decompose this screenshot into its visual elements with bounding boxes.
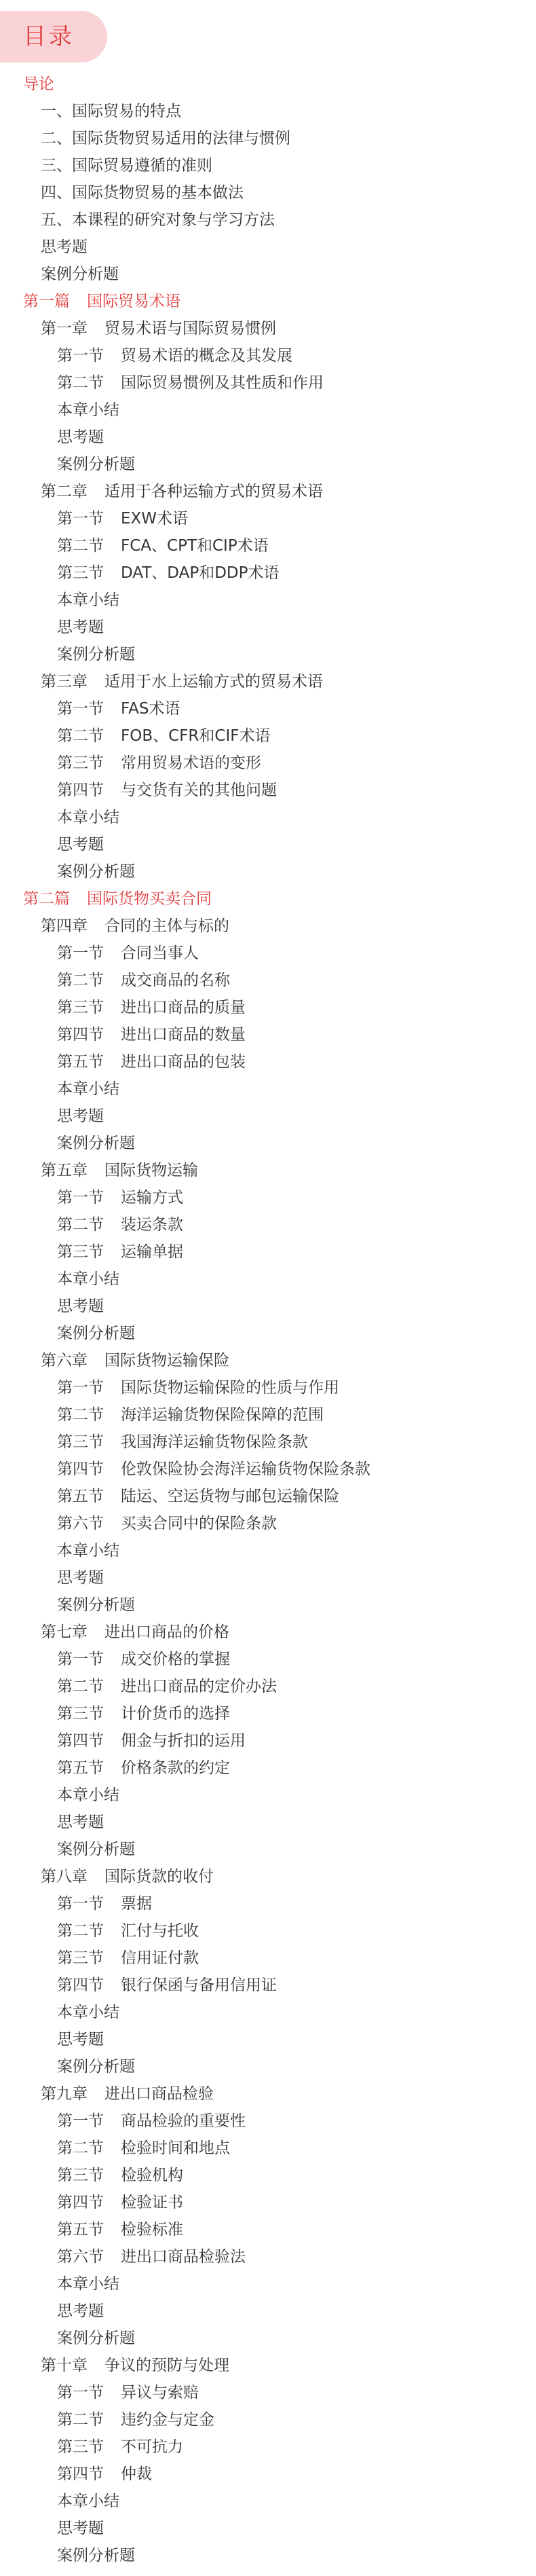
toc-item-section[interactable] bbox=[0, 994, 536, 1021]
toc-item-section[interactable] bbox=[0, 1727, 536, 1754]
toc-item-number: 第五节 bbox=[57, 1759, 104, 1777]
toc-item-label: 思考题 bbox=[57, 1298, 104, 1315]
toc-item-label: 检验机构 bbox=[121, 2167, 183, 2184]
toc-item-number: 第三节 bbox=[57, 1433, 104, 1451]
toc-item-label: 检验标准 bbox=[121, 2221, 183, 2239]
toc-item-part[interactable] bbox=[0, 71, 536, 98]
toc-item-number: 第五节 bbox=[57, 2221, 104, 2239]
toc-item-label: 进出口商品的质量 bbox=[121, 999, 246, 1016]
toc-item-section[interactable] bbox=[0, 1021, 536, 1048]
toc-item-section[interactable] bbox=[0, 2461, 536, 2488]
toc-item-label: 合同当事人 bbox=[121, 944, 199, 962]
toc-item-section[interactable] bbox=[0, 1809, 536, 1836]
toc-item-chapter[interactable] bbox=[0, 261, 536, 288]
toc-item-section[interactable] bbox=[0, 451, 536, 478]
toc-item-number: 第三节 bbox=[57, 1705, 104, 1723]
toc-item-label: 本章小结 bbox=[57, 2492, 119, 2510]
toc-item-label: 二、国际货物贸易适用的法律与惯例 bbox=[41, 130, 290, 147]
toc-item-label: 进出口商品的定价办法 bbox=[121, 1678, 277, 1695]
toc-item-number: 第四节 bbox=[57, 1976, 104, 1994]
toc-item-section[interactable] bbox=[0, 1103, 536, 1130]
toc-item-section[interactable] bbox=[0, 1401, 536, 1429]
toc-item-label: 思考题 bbox=[41, 238, 88, 256]
toc-item-section[interactable] bbox=[0, 397, 536, 424]
toc-item-section[interactable] bbox=[0, 1700, 536, 1727]
toc-item-label: 国际货物运输保险的性质与作用 bbox=[121, 1379, 339, 1397]
toc-item-section[interactable] bbox=[0, 1917, 536, 1945]
toc-item-label: 运输方式 bbox=[121, 1189, 183, 1207]
toc-item-number: 第一节 bbox=[57, 1651, 104, 1668]
toc-item-label: 佣金与折扣的运用 bbox=[121, 1732, 246, 1750]
toc-item-number: 第三节 bbox=[57, 754, 104, 772]
toc-item-number: 第二节 bbox=[57, 972, 104, 989]
toc-item-label: 思考题 bbox=[57, 1107, 104, 1125]
toc-item-section[interactable] bbox=[0, 1754, 536, 1782]
toc-title-banner bbox=[0, 11, 107, 62]
toc-item-section[interactable] bbox=[0, 967, 536, 994]
toc-item-number: 第三节 bbox=[57, 564, 104, 582]
toc-item-label: 案例分析题 bbox=[57, 1135, 135, 1152]
toc-item-label: 一、国际贸易的特点 bbox=[41, 103, 181, 120]
toc-item-section[interactable] bbox=[0, 1211, 536, 1238]
toc-item-section[interactable] bbox=[0, 750, 536, 777]
toc-item-label: 成交商品的名称 bbox=[121, 972, 230, 989]
toc-item-number: 第二章 bbox=[41, 483, 88, 500]
toc-item-label: FOB、CFR和CIF术语 bbox=[121, 727, 271, 745]
toc-item-section[interactable] bbox=[0, 1972, 536, 1999]
toc-item-label: 本章小结 bbox=[57, 1080, 119, 1098]
toc-item-label: 买卖合同中的保险条款 bbox=[121, 1515, 277, 1532]
toc-item-number: 第二篇 bbox=[23, 890, 70, 908]
toc-item-label: DAT、DAP和DDP术语 bbox=[121, 564, 280, 582]
toc-item-label: 思考题 bbox=[57, 2031, 104, 2048]
toc-item-section[interactable] bbox=[0, 858, 536, 885]
toc-item-section[interactable] bbox=[0, 2026, 536, 2053]
toc-item-label: 进出口商品的价格 bbox=[104, 1623, 229, 1641]
toc-item-number: 第四章 bbox=[41, 917, 88, 935]
toc-item-number: 第二节 bbox=[57, 374, 104, 392]
toc-item-number: 第三章 bbox=[41, 673, 88, 691]
toc-item-label: 案例分析题 bbox=[57, 863, 135, 881]
toc-item-section[interactable] bbox=[0, 722, 536, 750]
toc-item-label: 国际货物买卖合同 bbox=[87, 890, 212, 908]
toc-item-label: 合同的主体与标的 bbox=[104, 917, 229, 935]
toc-item-section[interactable] bbox=[0, 1945, 536, 1972]
toc-item-label: 贸易术语的概念及其发展 bbox=[121, 347, 292, 365]
toc-item-section[interactable] bbox=[0, 587, 536, 614]
toc-item-number: 第一节 bbox=[57, 510, 104, 528]
toc-item-section[interactable] bbox=[0, 2542, 536, 2569]
toc-item-section[interactable] bbox=[0, 2433, 536, 2461]
toc-item-number: 第二节 bbox=[57, 2139, 104, 2157]
toc-item-number: 第二节 bbox=[57, 2411, 104, 2429]
toc-item-label: 思考题 bbox=[57, 619, 104, 636]
toc-item-label: EXW术语 bbox=[121, 510, 189, 528]
toc-item-number: 第三节 bbox=[57, 2167, 104, 2184]
toc-item-number: 第二节 bbox=[57, 1216, 104, 1234]
toc-item-section[interactable] bbox=[0, 1483, 536, 1510]
toc-item-label: 思考题 bbox=[57, 2302, 104, 2320]
toc-item-section[interactable] bbox=[0, 1646, 536, 1673]
toc-item-label: 我国海洋运输货物保险条款 bbox=[121, 1433, 308, 1451]
toc-item-section[interactable] bbox=[0, 614, 536, 641]
toc-item-label: 检验证书 bbox=[121, 2194, 183, 2211]
toc-item-number: 第一节 bbox=[57, 347, 104, 365]
toc-item-section[interactable] bbox=[0, 532, 536, 559]
toc-item-chapter[interactable] bbox=[0, 668, 536, 695]
toc-item-label: 国际货款的收付 bbox=[104, 1868, 214, 1885]
toc-item-number: 第十章 bbox=[41, 2357, 88, 2374]
toc-item-number: 第一节 bbox=[57, 2112, 104, 2130]
toc-item-label: 陆运、空运货物与邮包运输保险 bbox=[121, 1488, 339, 1505]
toc-item-label: 争议的预防与处理 bbox=[104, 2357, 229, 2374]
toc-item-label: 五、本课程的研究对象与学习方法 bbox=[41, 211, 275, 229]
toc-item-label: 商品检验的重要性 bbox=[121, 2112, 246, 2130]
toc-item-label: 案例分析题 bbox=[57, 2058, 135, 2076]
toc-item-chapter[interactable] bbox=[0, 1619, 536, 1646]
toc-item-number: 第一节 bbox=[57, 1189, 104, 1207]
toc-item-number: 第三节 bbox=[57, 999, 104, 1016]
toc-item-section[interactable] bbox=[0, 1130, 536, 1157]
toc-item-number: 第一节 bbox=[57, 944, 104, 962]
toc-item-number: 第四节 bbox=[57, 1732, 104, 1750]
toc-item-section[interactable] bbox=[0, 1673, 536, 1700]
toc-item-label: 本章小结 bbox=[57, 1270, 119, 1288]
toc-item-number: 第五节 bbox=[57, 1053, 104, 1071]
toc-item-number: 第三节 bbox=[57, 2438, 104, 2456]
toc-item-label: 本章小结 bbox=[57, 2275, 119, 2293]
toc-item-section[interactable] bbox=[0, 2189, 536, 2216]
toc-item-section[interactable] bbox=[0, 1456, 536, 1483]
toc-item-label: 与交货有关的其他问题 bbox=[121, 781, 277, 799]
toc-item-section[interactable] bbox=[0, 424, 536, 451]
toc-item-section[interactable] bbox=[0, 1374, 536, 1401]
toc-item-number: 第四节 bbox=[57, 1460, 104, 1478]
toc-item-section[interactable] bbox=[0, 1782, 536, 1809]
toc-item-number: 第六章 bbox=[41, 1352, 88, 1369]
toc-item-chapter[interactable] bbox=[0, 1347, 536, 1374]
toc-item-label: 本章小结 bbox=[57, 591, 119, 609]
toc-item-number: 第八章 bbox=[41, 1868, 88, 1885]
toc-item-section[interactable] bbox=[0, 1238, 536, 1266]
toc-item-number: 第二节 bbox=[57, 1922, 104, 1940]
toc-item-label: 进出口商品的包装 bbox=[121, 1053, 246, 1071]
toc-item-section[interactable] bbox=[0, 1510, 536, 1537]
toc-item-number: 第一节 bbox=[57, 1895, 104, 1913]
toc-item-label: 检验时间和地点 bbox=[121, 2139, 230, 2157]
toc-item-label: 国际贸易惯例及其性质和作用 bbox=[121, 374, 324, 392]
toc-item-label: 海洋运输货物保险保障的范围 bbox=[121, 1406, 324, 1424]
toc-item-section[interactable] bbox=[0, 1890, 536, 1917]
toc-item-number: 第六节 bbox=[57, 2248, 104, 2266]
toc-item-section[interactable] bbox=[0, 342, 536, 369]
toc-item-section[interactable] bbox=[0, 1564, 536, 1591]
toc-item-label: 异议与索赔 bbox=[121, 2384, 199, 2402]
toc-item-label: 三、国际贸易遵循的准则 bbox=[41, 157, 212, 174]
toc-item-chapter[interactable] bbox=[0, 478, 536, 505]
toc-item-label: 票据 bbox=[121, 1895, 152, 1913]
toc-item-chapter[interactable] bbox=[0, 2080, 536, 2108]
toc-item-section[interactable] bbox=[0, 2216, 536, 2243]
toc-item-label: 案例分析题 bbox=[57, 1596, 135, 1614]
toc-item-label: 案例分析题 bbox=[57, 1325, 135, 1342]
toc-item-label: 信用证付款 bbox=[121, 1949, 199, 1967]
toc-item-number: 第七章 bbox=[41, 1623, 88, 1641]
toc-item-label: FAS术语 bbox=[121, 700, 180, 718]
toc-item-label: 思考题 bbox=[57, 836, 104, 853]
toc-item-number: 第三节 bbox=[57, 1949, 104, 1967]
toc-item-label: 国际贸易术语 bbox=[87, 293, 180, 310]
toc-item-section[interactable] bbox=[0, 2162, 536, 2189]
toc-item-chapter[interactable] bbox=[0, 152, 536, 179]
toc-item-chapter[interactable] bbox=[0, 179, 536, 206]
toc-item-section[interactable] bbox=[0, 940, 536, 967]
toc-item-label: 本章小结 bbox=[57, 1542, 119, 1560]
toc-item-number: 第一篇 bbox=[23, 293, 70, 310]
toc-item-label: 成交价格的掌握 bbox=[121, 1651, 230, 1668]
toc-item-label: 违约金与定金 bbox=[121, 2411, 214, 2429]
toc-item-label: 仲裁 bbox=[121, 2465, 152, 2483]
toc-item-label: 运输单据 bbox=[121, 1243, 183, 1261]
toc-item-label: 思考题 bbox=[57, 1569, 104, 1587]
toc-item-section[interactable] bbox=[0, 831, 536, 858]
toc-item-number: 第一节 bbox=[57, 1379, 104, 1397]
toc-item-label: 国际货物运输保险 bbox=[104, 1352, 229, 1369]
toc-item-label: 思考题 bbox=[57, 2520, 104, 2537]
toc-item-label: 案例分析题 bbox=[57, 2547, 135, 2564]
toc-item-label: 案例分析题 bbox=[57, 2330, 135, 2347]
toc-item-chapter[interactable] bbox=[0, 98, 536, 125]
toc-item-section[interactable] bbox=[0, 1266, 536, 1293]
toc-item-chapter[interactable] bbox=[0, 1157, 536, 1184]
toc-item-chapter[interactable] bbox=[0, 234, 536, 261]
toc-item-label: 伦敦保险协会海洋运输货物保险条款 bbox=[121, 1460, 370, 1478]
toc-item-label: 本章小结 bbox=[57, 2004, 119, 2021]
toc-item-number: 第六节 bbox=[57, 1515, 104, 1532]
toc-item-label: 价格条款的约定 bbox=[121, 1759, 230, 1777]
toc-item-label: 银行保函与备用信用证 bbox=[121, 1976, 277, 1994]
toc-item-section[interactable] bbox=[0, 2325, 536, 2352]
toc-item-label: 案例分析题 bbox=[57, 456, 135, 473]
toc-item-chapter[interactable] bbox=[0, 125, 536, 152]
toc-item-section[interactable] bbox=[0, 1429, 536, 1456]
toc-item-label: 装运条款 bbox=[121, 1216, 183, 1234]
toc-item-section[interactable] bbox=[0, 1048, 536, 1075]
toc-item-label: 四、国际货物贸易的基本做法 bbox=[41, 184, 244, 202]
toc-item-label: 常用贸易术语的变形 bbox=[121, 754, 261, 772]
toc-item-part[interactable] bbox=[0, 288, 536, 315]
toc-item-section[interactable] bbox=[0, 695, 536, 722]
toc-item-section[interactable] bbox=[0, 2488, 536, 2515]
toc-item-number: 第二节 bbox=[57, 1678, 104, 1695]
toc-item-label: 适用于各种运输方式的贸易术语 bbox=[104, 483, 323, 500]
toc-item-number: 第一节 bbox=[57, 2384, 104, 2402]
toc-item-section[interactable] bbox=[0, 2243, 536, 2270]
toc-item-section[interactable] bbox=[0, 1293, 536, 1320]
toc-item-number: 第二节 bbox=[57, 727, 104, 745]
toc-item-label: 汇付与托收 bbox=[121, 1922, 199, 1940]
toc-item-section[interactable] bbox=[0, 1836, 536, 1863]
table-of-contents bbox=[0, 71, 536, 2569]
toc-item-number: 第四节 bbox=[57, 2194, 104, 2211]
toc-item-number: 第四节 bbox=[57, 781, 104, 799]
toc-item-label: 本章小结 bbox=[57, 401, 119, 419]
toc-item-number: 第五章 bbox=[41, 1162, 88, 1179]
toc-item-chapter[interactable] bbox=[0, 206, 536, 234]
toc-item-label: 思考题 bbox=[57, 428, 104, 446]
toc-item-section[interactable] bbox=[0, 641, 536, 668]
toc-item-section[interactable] bbox=[0, 1591, 536, 1619]
toc-item-chapter[interactable] bbox=[0, 913, 536, 940]
toc-item-number: 第九章 bbox=[41, 2085, 88, 2103]
toc-item-label: 进出口商品检验 bbox=[104, 2085, 214, 2103]
toc-item-section[interactable] bbox=[0, 2406, 536, 2433]
toc-item-number: 第三节 bbox=[57, 1243, 104, 1261]
toc-item-section[interactable] bbox=[0, 777, 536, 804]
toc-item-section[interactable] bbox=[0, 1537, 536, 1564]
toc-item-section[interactable] bbox=[0, 559, 536, 587]
toc-item-chapter[interactable] bbox=[0, 2352, 536, 2379]
toc-item-section[interactable] bbox=[0, 1075, 536, 1103]
toc-item-label: 国际货物运输 bbox=[104, 1162, 198, 1179]
toc-item-label: 导论 bbox=[23, 75, 54, 93]
toc-item-section[interactable] bbox=[0, 2108, 536, 2135]
toc-item-label: 案例分析题 bbox=[41, 265, 119, 283]
toc-item-label: 进出口商品的数量 bbox=[121, 1026, 246, 1044]
toc-item-chapter[interactable] bbox=[0, 1863, 536, 1890]
toc-item-section[interactable] bbox=[0, 2298, 536, 2325]
toc-item-number: 第二节 bbox=[57, 1406, 104, 1424]
toc-item-section[interactable] bbox=[0, 369, 536, 397]
toc-item-label: 本章小结 bbox=[57, 1786, 119, 1804]
toc-item-label: FCA、CPT和CIP术语 bbox=[121, 537, 269, 555]
toc-item-section[interactable] bbox=[0, 2135, 536, 2162]
toc-item-label: 思考题 bbox=[57, 1814, 104, 1831]
toc-item-label: 计价货币的选择 bbox=[121, 1705, 230, 1723]
toc-item-section[interactable] bbox=[0, 2270, 536, 2298]
toc-item-label: 适用于水上运输方式的贸易术语 bbox=[104, 673, 323, 691]
toc-item-label: 不可抗力 bbox=[121, 2438, 183, 2456]
toc-item-number: 第四节 bbox=[57, 1026, 104, 1044]
toc-item-section[interactable] bbox=[0, 804, 536, 831]
toc-item-section[interactable] bbox=[0, 1999, 536, 2026]
toc-item-section[interactable] bbox=[0, 2379, 536, 2406]
toc-item-part[interactable] bbox=[0, 885, 536, 913]
toc-item-section[interactable] bbox=[0, 2515, 536, 2542]
toc-item-label: 贸易术语与国际贸易惯例 bbox=[104, 320, 276, 337]
toc-item-number: 第一章 bbox=[41, 320, 88, 337]
toc-item-label: 本章小结 bbox=[57, 809, 119, 826]
toc-item-chapter[interactable] bbox=[0, 315, 536, 342]
toc-item-number: 第五节 bbox=[57, 1488, 104, 1505]
toc-item-label: 案例分析题 bbox=[57, 646, 135, 663]
page-title: 目录 bbox=[23, 23, 75, 50]
toc-item-label: 进出口商品检验法 bbox=[121, 2248, 246, 2266]
toc-item-number: 第一节 bbox=[57, 700, 104, 718]
toc-item-section[interactable] bbox=[0, 2053, 536, 2080]
toc-item-label: 案例分析题 bbox=[57, 1841, 135, 1858]
toc-item-section[interactable] bbox=[0, 1184, 536, 1211]
toc-item-section[interactable] bbox=[0, 1320, 536, 1347]
toc-item-section[interactable] bbox=[0, 505, 536, 532]
toc-item-number: 第四节 bbox=[57, 2465, 104, 2483]
toc-item-number: 第二节 bbox=[57, 537, 104, 555]
